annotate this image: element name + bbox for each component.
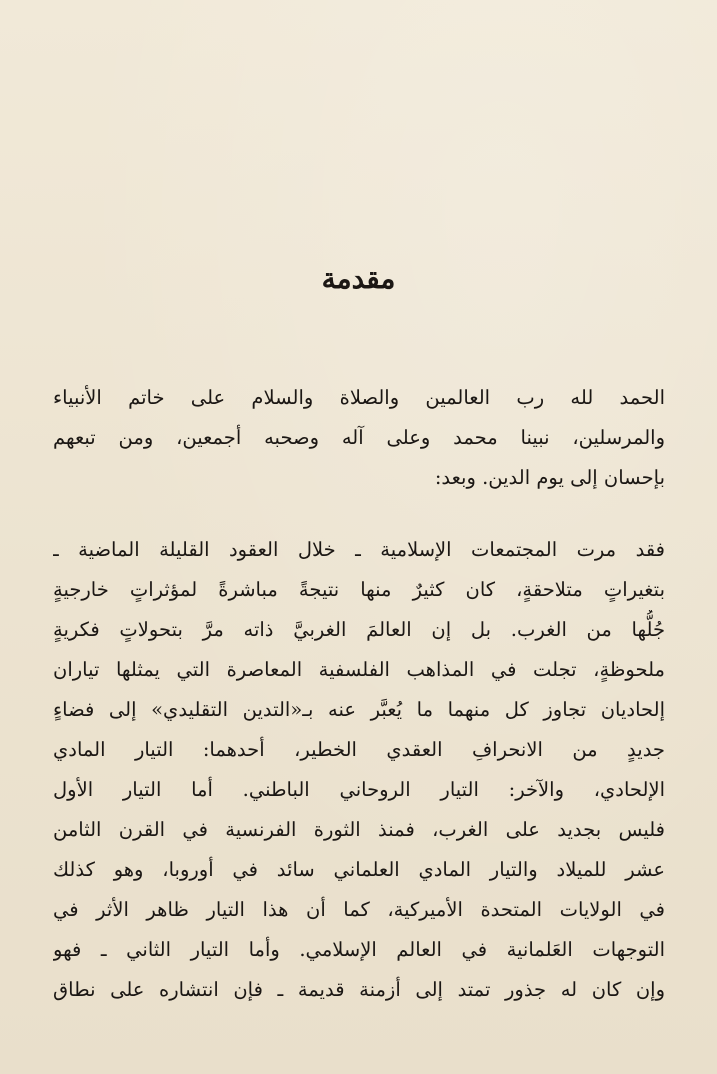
intro-paragraph [53, 378, 665, 498]
text-line: التوجهات العَلمانية في العالم الإسلامي. وأما التيار الثاني ـ فهو [53, 938, 665, 961]
text-line: إلحاديان تجاوز كل منهما ما يُعبَّر عنه بـ«التدين التقليدي» إلى فضاءٍ [53, 698, 665, 721]
text-line: جُلُّها من الغرب. بل إن العالمَ الغربيَّ ذاته مرَّ بتحولاتٍ فكريةٍ [53, 618, 665, 641]
chapter-heading: مقدمة [321, 262, 396, 295]
text-line: ملحوظةٍ، تجلت في المذاهب الفلسفية المعاصرة التي يمثلها تياران [53, 658, 665, 681]
text-line: جديدٍ من الانحرافِ العقدي الخطير، أحدهما: التيار المادي [53, 738, 665, 761]
text-line: الإلحادي، والآخر: التيار الروحاني الباطني. أما التيار الأول [53, 778, 665, 801]
text-line: بإحسان إلى يوم الدين. وبعد: [434, 466, 665, 489]
text-line: عشر للميلاد والتيار المادي العلماني سائد في أوروبا، وهو كذلك [53, 858, 665, 881]
text-line: في الولايات المتحدة الأميركية، كما أن هذا التيار ظاهر الأثر في [53, 898, 665, 921]
text-line: فليس بجديد على الغرب، فمنذ الثورة الفرنسية في القرن الثامن [53, 818, 665, 841]
text-line: والمرسلين، نبينا محمد وعلى آله وصحبه أجمعين، ومن تبعهم [53, 426, 665, 449]
text-line: وإن كان له جذور تمتد إلى أزمنة قديمة ـ فإن انتشاره على نطاق [53, 978, 665, 1001]
text-line: بتغيراتٍ متلاحقةٍ، كان كثيرٌ منها نتيجةً مباشرةً لمؤثراتٍ خارجيةٍ [53, 578, 665, 601]
text-line: الحمد لله رب العالمين والصلاة والسلام على خاتم الأنبياء [53, 386, 665, 409]
text-line: فقد مرت المجتمعات الإسلامية ـ خلال العقود القليلة الماضية ـ [53, 538, 665, 561]
body-paragraph [53, 530, 665, 1010]
